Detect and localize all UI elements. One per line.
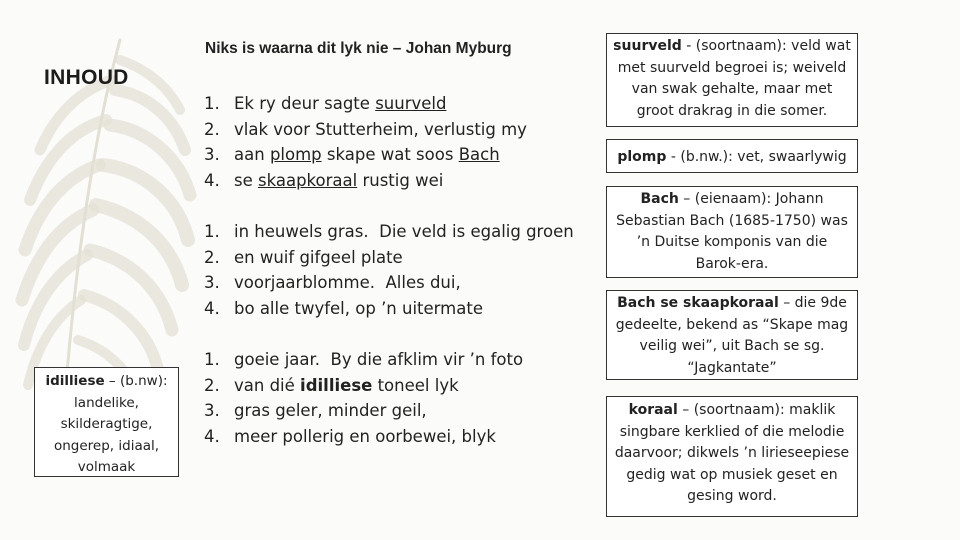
line-number: 1. — [204, 350, 220, 369]
line-number: 2. — [204, 375, 220, 395]
glossary-idilliese — [34, 367, 179, 477]
line-number: 1. — [204, 222, 220, 241]
line-text: toneel lyk — [372, 375, 459, 395]
line-number: 4. — [204, 298, 220, 318]
line-text: goeie jaar. By die afklim vir ’n foto — [234, 350, 524, 369]
poem-line — [204, 347, 523, 373]
stanza-2 — [204, 219, 574, 321]
line-text: in heuwels gras. Die veld is egalig groen — [234, 222, 574, 241]
poem-line — [204, 270, 574, 296]
line-number: 4. — [204, 426, 220, 446]
line-text: aan — [234, 145, 270, 164]
glossary-definition: – (soortnaam): maklik singbare kerklied of die melodie daarvoor; dikwels ’n lirieseepiese gedig wat op musiek geset en gesing word. — [614, 402, 850, 504]
line-text: Ek ry deur sagte — [234, 94, 376, 113]
line-text: vlak voor Stutterheim, verlustig my — [234, 119, 527, 139]
line-text: skape wat soos — [321, 145, 459, 164]
glossary-term: koraal — [628, 402, 678, 418]
glossary-word: skaapkoraal — [258, 170, 358, 190]
glossary-word: suurveld — [375, 94, 447, 113]
poem-line — [204, 168, 527, 194]
poem-line — [204, 296, 574, 322]
poem-line — [204, 373, 523, 399]
glossary-skaapkoraal — [606, 290, 858, 380]
glossary-term: Bach — [640, 191, 679, 207]
line-text: meer pollerig en oorbewei, blyk — [234, 426, 496, 446]
line-text: bo alle twyfel, op ’n uitermate — [234, 298, 483, 318]
line-number: 1. — [204, 94, 220, 113]
glossary-koraal — [606, 396, 858, 517]
glossary-bach — [606, 186, 858, 278]
emphasized-word: idilliese — [300, 375, 373, 395]
line-text: gras geler, minder geil, — [234, 401, 427, 420]
poem-line — [204, 245, 574, 271]
glossary-plomp — [606, 139, 858, 173]
line-text: van dié — [234, 375, 301, 395]
stanza-3 — [204, 347, 523, 449]
line-number: 2. — [204, 119, 220, 139]
glossary-word: plomp — [269, 145, 322, 164]
glossary-term: suurveld — [613, 38, 682, 54]
poem-line — [204, 424, 523, 450]
line-number: 3. — [204, 145, 220, 164]
poem-title: Niks is waarna dit lyk nie – Johan Myburg — [205, 40, 512, 57]
poem-line — [204, 142, 527, 168]
glossary-definition: - (soortnaam): veld wat met suurveld begroei is; weiveld van swak gehalte, maar met groot drakrag in die somer. — [617, 38, 851, 119]
poem-line — [204, 91, 527, 117]
stanza-1 — [204, 91, 527, 193]
glossary-term: idilliese — [45, 373, 105, 389]
line-number: 2. — [204, 247, 220, 267]
glossary-definition: – (eienaam): Johann Sebastian Bach (1685-1750) was ’n Duitse komponis van die Barok-era. — [616, 191, 848, 272]
glossary-term: Bach se skaapkoraal — [617, 295, 779, 311]
page-heading: INHOUD — [44, 66, 129, 89]
glossary-term: plomp — [617, 149, 667, 165]
glossary-definition: - (b.nw.): vet, swaarlywig — [666, 149, 847, 165]
glossary-suurveld — [606, 33, 858, 127]
line-number: 4. — [204, 170, 220, 190]
poem-line — [204, 398, 523, 424]
line-number: 3. — [204, 401, 220, 420]
line-number: 3. — [204, 273, 220, 292]
line-text: voorjaarblomme. Alles dui, — [234, 273, 461, 292]
glossary-definition: – (b.nw): landelike, skilderagtige, ongerep, idiaal, volmaak — [53, 373, 168, 475]
poem-line — [204, 219, 574, 245]
line-text: se — [234, 170, 258, 190]
line-text: rustig wei — [357, 170, 444, 190]
glossary-definition: – die 9de gedeelte, bekend as “Skape mag veilig wei”, uit Bach se sg. “Jagkantate” — [615, 295, 849, 376]
line-text: en wuif gifgeel plate — [234, 247, 403, 267]
poem-line — [204, 117, 527, 143]
glossary-word: Bach — [458, 145, 500, 164]
